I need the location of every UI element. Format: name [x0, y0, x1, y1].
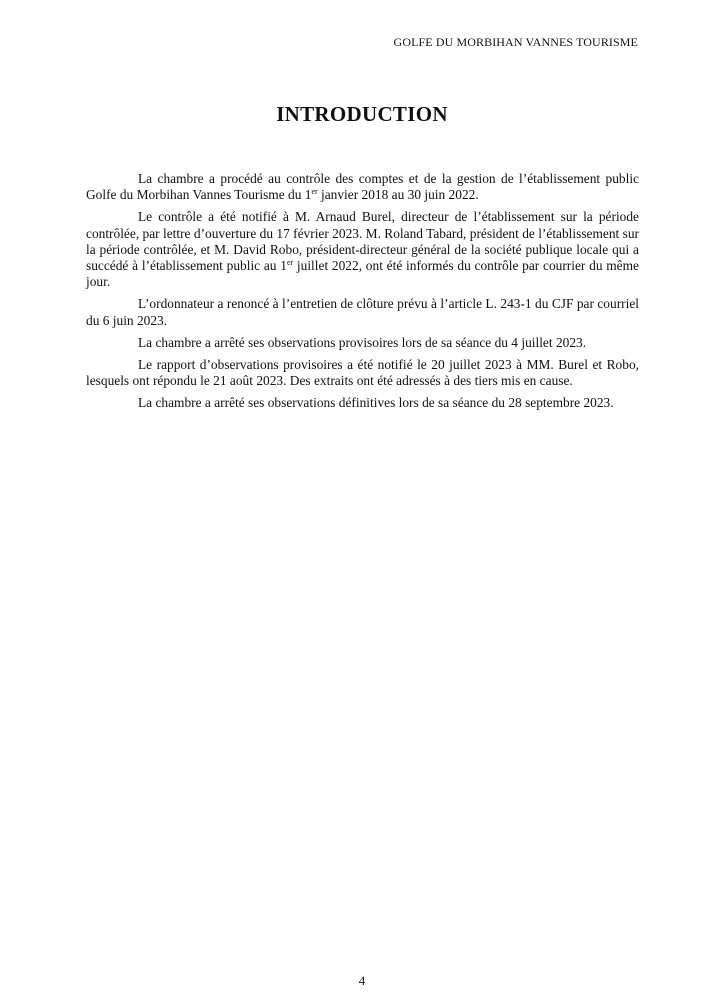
superscript-ordinal: er — [286, 258, 294, 268]
paragraph-provisional-observations: La chambre a arrêté ses observations provisoires lors de sa séance du 4 juillet 2023. — [138, 334, 587, 350]
paragraph-text: janvier 2018 au 30 juin 2022. — [317, 187, 479, 203]
page-number: 4 — [358, 973, 366, 988]
paragraph-notification — [86, 209, 639, 290]
paragraph-text: Le contrôle a été notifié à M. Arnaud Burel, directeur de l’établissement sur la période contrôlée, par lettre d’ouverture du 17 février 2023. M. Roland Tabard, président de l’établissement sur la période contrôlée, et M. David Robo, président-directeur général de la société publique locale qui a succédé à l’établissement public au 1 — [86, 209, 639, 274]
paragraph-text: La chambre a procédé au contrôle des comptes et de la gestion de l’établissement public Golfe du Morbihan Vannes Tourisme du 1 — [86, 171, 639, 203]
paragraph-final-observations: La chambre a arrêté ses observations définitives lors de sa séance du 28 septembre 2023. — [138, 395, 614, 411]
paragraph-provisional-report: Le rapport d’observations provisoires a été notifié le 20 juillet 2023 à MM. Burel et Robo, lesquels ont répondu le 21 août 2023. Des extraits ont été adressés à des tiers mis en cause. — [86, 357, 639, 389]
paragraph-closing-interview: L’ordonnateur a renoncé à l’entretien de clôture prévu à l’article L. 243-1 du CJF par courriel du 6 juin 2023. — [86, 296, 639, 328]
paragraph-text: juillet 2022, ont été informés du contrôle par courrier du même jour. — [86, 258, 639, 290]
body-text — [86, 171, 639, 418]
paragraph-scope — [86, 171, 639, 203]
page-title: INTRODUCTION — [276, 102, 448, 126]
superscript-ordinal: er — [311, 187, 318, 197]
running-header: GOLFE DU MORBIHAN VANNES TOURISME — [393, 35, 638, 49]
